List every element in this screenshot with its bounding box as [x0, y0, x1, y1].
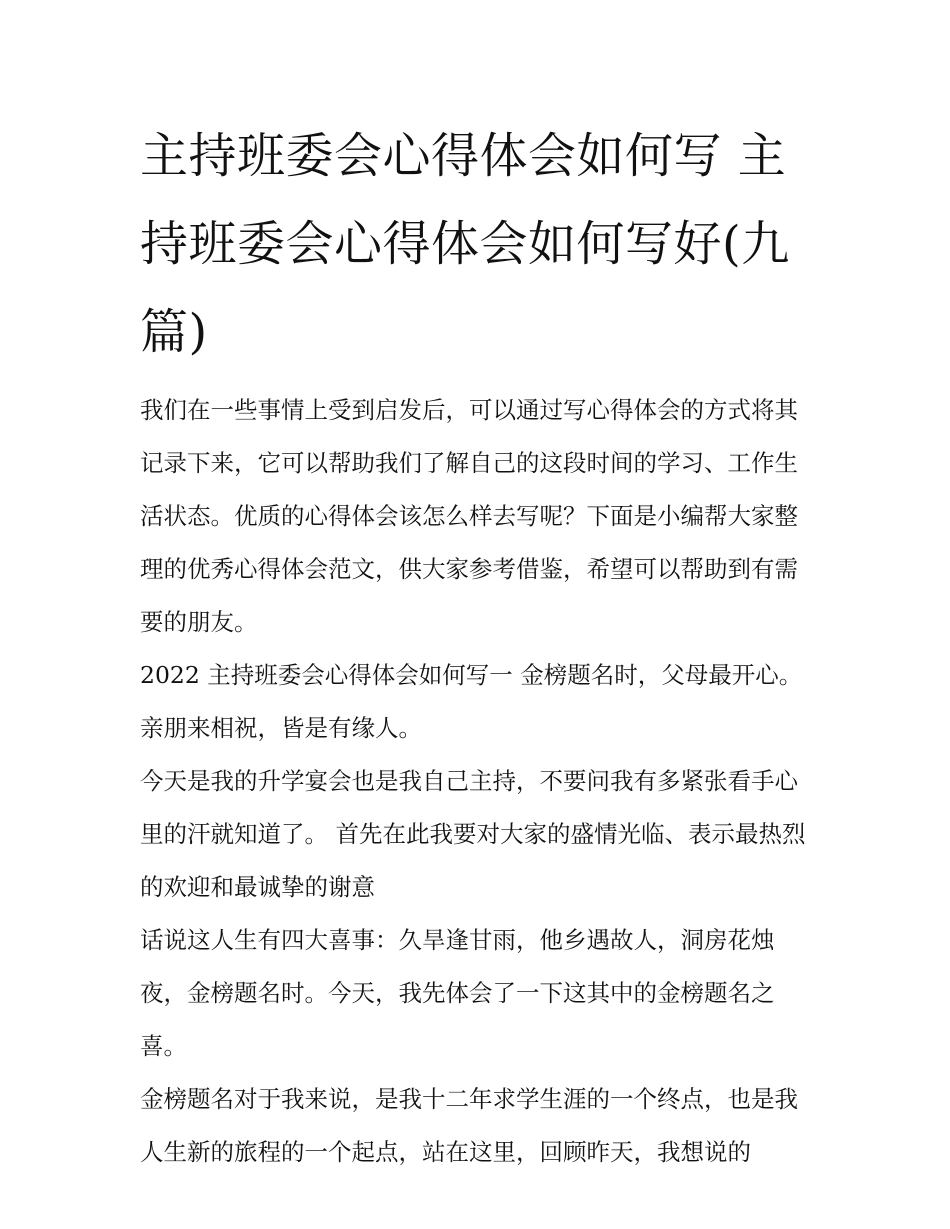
paragraph-golden-list: 金榜题名对于我来说，是我十二年求学生涯的一个终点，也是我人生新的旅程的一个起点，站在这里，回顾昨天，我想说的: [140, 1085, 798, 1166]
paragraph-banquet: 今天是我的升学宴会也是我自己主持，不要问我有多紧张看手心里的汗就知道了。 首先在此我要对大家的盛情光临、表示最热烈的欢迎和最诚挚的谢意: [140, 767, 806, 901]
document-title: 主持班委会心得体会如何写 主持班委会心得体会如何写好(九篇): [140, 128, 790, 360]
paragraph-four-joys: 话说这人生有四大喜事：久旱逢甘雨，他乡遇故人，洞房花烛夜，金榜题名时。今天，我先体会了一下这其中的金榜题名之喜。: [140, 926, 775, 1060]
paragraph-intro: 我们在一些事情上受到启发后，可以通过写心得体会的方式将其记录下来，它可以帮助我们了解自己的这段时间的学习、工作生活状态。优质的心得体会该怎么样去写呢？下面是小编帮大家整理的优秀心得体会范文，供大家参考借鉴，希望可以帮助到有需要的朋友。: [140, 396, 798, 636]
paragraph-heading-one: 2022 主持班委会心得体会如何写一 金榜题名时，父母最开心。 亲朋来相祝，皆是有缘人。: [140, 661, 803, 742]
document-page: [140, 112, 816, 1179]
